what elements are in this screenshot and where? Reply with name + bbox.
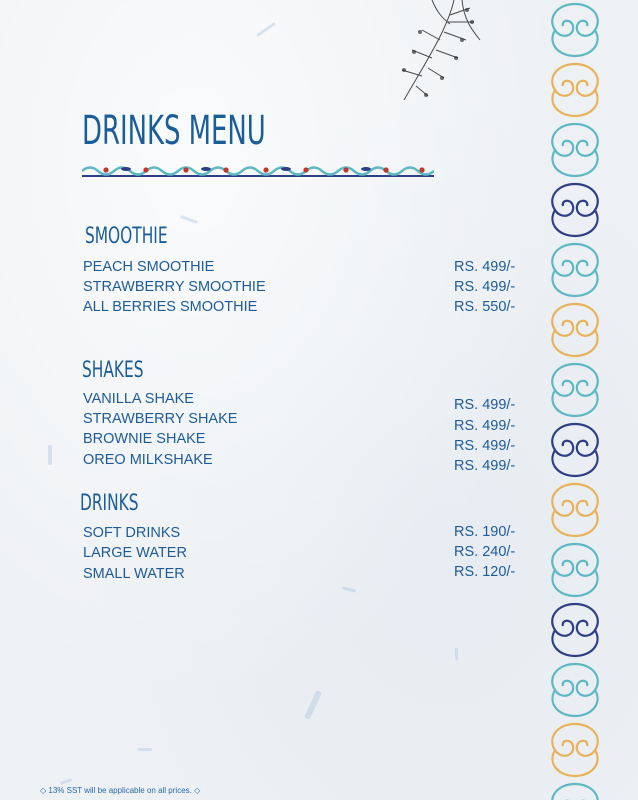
menu-item-name: PEACH SMOOTHIE (83, 259, 215, 275)
menu-item-price: RS. 499/- (454, 259, 516, 275)
menu-item-price: RS. 120/- (454, 564, 516, 580)
menu-item-price: RS. 499/- (454, 458, 516, 474)
menu-item-name: ALL BERRIES SMOOTHIE (83, 299, 258, 315)
menu-item-name: BROWNIE SHAKE (83, 431, 206, 447)
menu-item-price: RS. 499/- (454, 397, 516, 413)
menu-item-price: RS. 550/- (454, 299, 516, 315)
menu-item-name: STRAWBERRY SHAKE (83, 411, 238, 427)
menu-item-price: RS. 499/- (454, 438, 516, 454)
ornamental-border-icon (543, 0, 607, 800)
floral-border-icon (82, 162, 434, 180)
menu-item-price: RS. 190/- (454, 524, 516, 540)
section-heading-drinks: DRINKS (80, 491, 139, 516)
tax-footnote: ◇ 13% SST will be applicable on all prices. ◇ (40, 786, 201, 795)
menu-item-price: RS. 499/- (454, 418, 516, 434)
menu-item-name: LARGE WATER (83, 545, 187, 561)
menu-item-price: RS. 240/- (454, 544, 516, 560)
menu-item-name: SOFT DRINKS (83, 525, 181, 541)
section-heading-shakes: SHAKES (82, 358, 144, 383)
menu-item-name: SMALL WATER (83, 566, 185, 582)
menu-item-name: OREO MILKSHAKE (83, 452, 213, 468)
section-heading-smoothie: SMOOTHIE (85, 224, 168, 249)
menu-item-price: RS. 499/- (454, 279, 516, 295)
pine-branch-icon (392, 0, 482, 105)
menu-item-name: VANILLA SHAKE (83, 391, 194, 407)
menu-title: DRINKS MENU (82, 108, 266, 154)
menu-item-name: STRAWBERRY SMOOTHIE (83, 279, 266, 295)
